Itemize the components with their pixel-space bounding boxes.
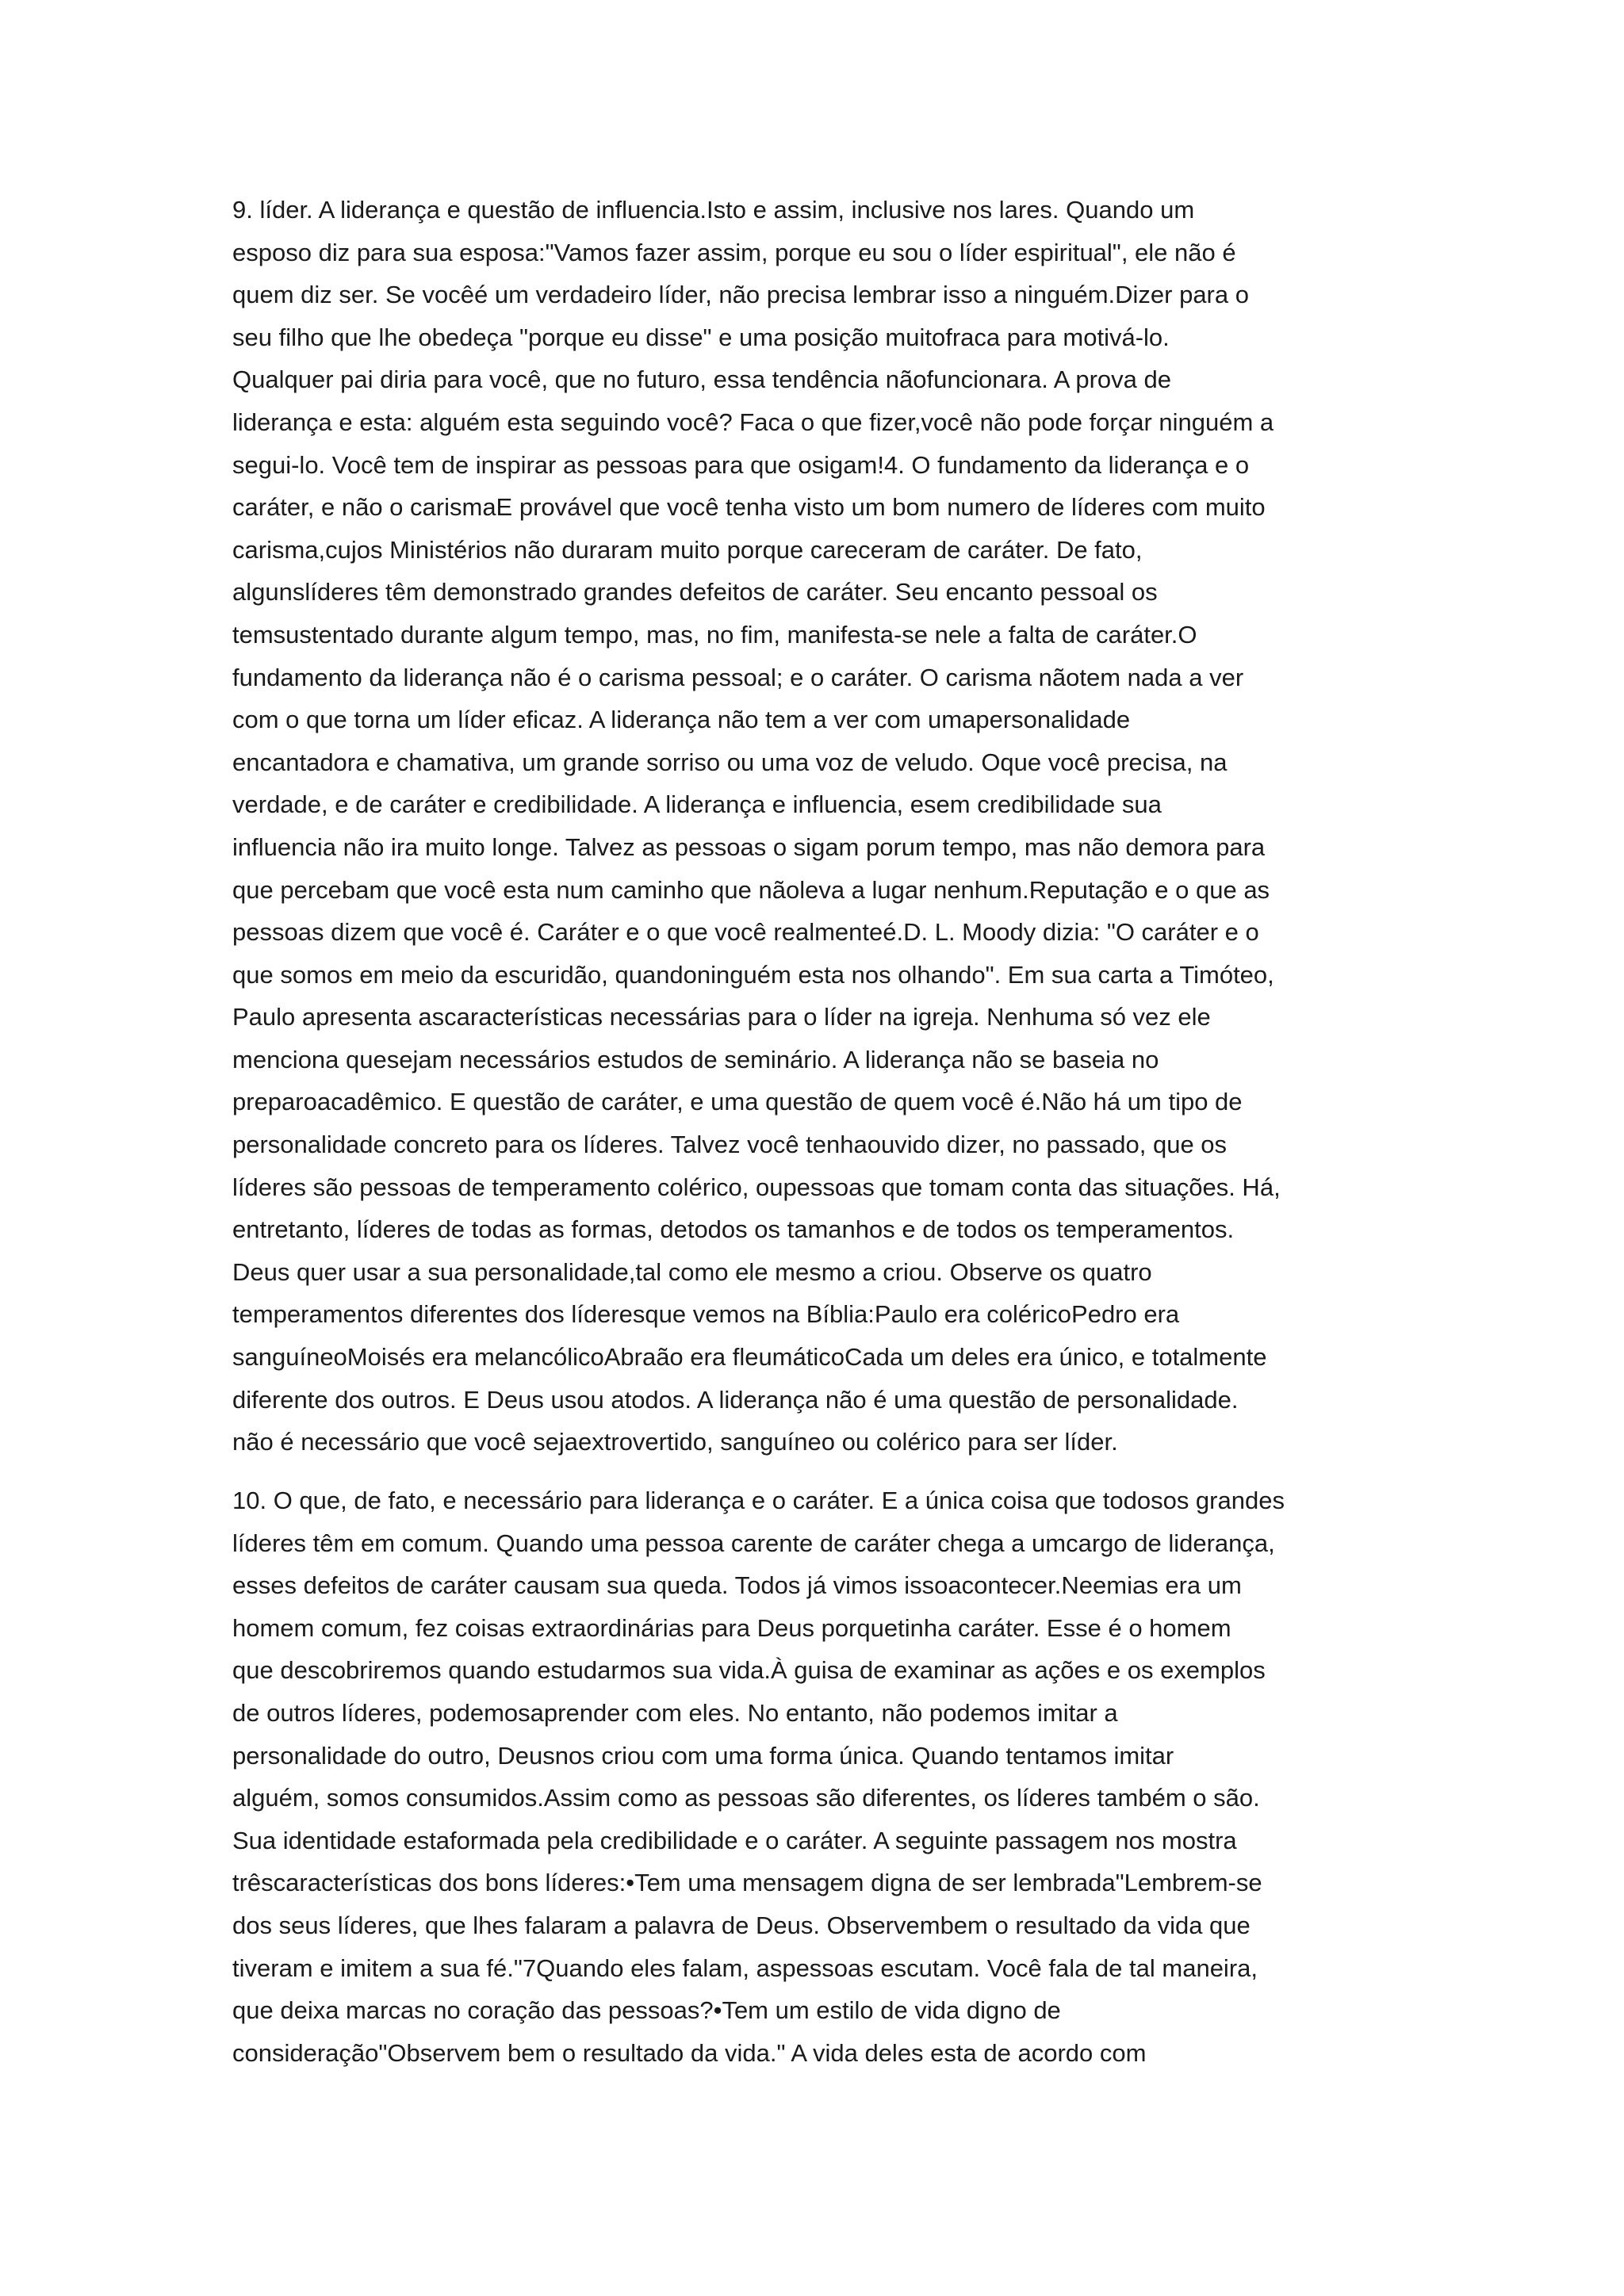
text-line: com o que torna um líder eficaz. A liderança não tem a ver com umapersonalidade — [232, 706, 1131, 734]
text-line: consideração"Observem bem o resultado da vida." A vida deles esta de acordo com — [232, 2038, 1147, 2067]
text-line: 10. O que, de fato, e necessário para liderança e o caráter. E a única coisa que todosos grandes — [232, 1487, 1285, 1514]
paragraph-9 — [232, 189, 1402, 1464]
text-line: diferente dos outros. E Deus usou atodos. A liderança não é uma questão de personalidade. — [232, 1385, 1239, 1414]
text-line: personalidade do outro, Deusnos criou com uma forma única. Quando tentamos imitar — [232, 1741, 1174, 1770]
text-line: sanguíneoMoisés era melancólicoAbraão era fleumáticoCada um deles era único, e totalmente — [232, 1343, 1267, 1372]
text-line: Sua identidade estaformada pela credibilidade e o caráter. A seguinte passagem nos mostra — [232, 1826, 1237, 1854]
text-line: que deixa marcas no coração das pessoas?•Tem um estilo de vida digno de — [232, 1996, 1061, 2025]
text-line: entretanto, líderes de todas as formas, detodos os tamanhos e de todos os temperamentos. — [232, 1215, 1235, 1244]
text-line: Paulo apresenta ascaracterísticas necessárias para o líder na igreja. Nenhuma só vez ele — [232, 1003, 1211, 1031]
text-line: verdade, e de caráter e credibilidade. A liderança e influencia, esem credibilidade sua — [232, 790, 1162, 819]
text-line: que percebam que você esta num caminho que nãoleva a lugar nenhum.Reputação e o que as — [232, 875, 1270, 904]
text-line: 9. líder. A liderança e questão de influencia.Isto e assim, inclusive nos lares. Quando um — [232, 196, 1195, 224]
text-line: influencia não ira muito longe. Talvez as pessoas o sigam porum tempo, mas não demora para — [232, 832, 1266, 861]
text-line: pessoas dizem que você é. Caráter e o que você realmenteé.D. L. Moody dizia: "O caráter e o — [232, 918, 1259, 947]
text-line: homem comum, fez coisas extraordinárias para Deus porquetinha caráter. Esse é o homem — [232, 1613, 1231, 1642]
text-line: líderes têm em comum. Quando uma pessoa carente de caráter chega a umcargo de liderança, — [232, 1529, 1275, 1557]
text-line: algunslíderes têm demonstrado grandes defeitos de caráter. Seu encanto pessoal os — [232, 578, 1158, 607]
text-line: segui-lo. Você tem de inspirar as pessoas para que osigam!4. O fundamento da liderança e o — [232, 450, 1250, 479]
text-line: seu filho que lhe obedeça "porque eu disse" e uma posição muitofraca para motivá-lo. — [232, 323, 1170, 351]
text-line: alguém, somos consumidos.Assim como as pessoas são diferentes, os líderes também o são. — [232, 1784, 1260, 1812]
text-line: que descobriremos quando estudarmos sua vida.À guisa de examinar as ações e os exemplos — [232, 1656, 1266, 1685]
text-line: temperamentos diferentes dos líderesque vemos na Bíblia:Paulo era coléricoPedro era — [232, 1300, 1180, 1329]
paragraph-10 — [232, 1479, 1402, 2074]
text-line: esposo diz para sua esposa:"Vamos fazer assim, porque eu sou o líder espiritual", ele não é — [232, 238, 1236, 266]
text-line: Qualquer pai diria para você, que no futuro, essa tendência nãofuncionara. A prova de — [232, 365, 1171, 394]
text-line: dos seus líderes, que lhes falaram a palavra de Deus. Observembem o resultado da vida que — [232, 1911, 1251, 1939]
text-line: de outros líderes, podemosaprender com eles. No entanto, não podemos imitar a — [232, 1698, 1118, 1727]
text-line: caráter, e não o carismaE provável que você tenha visto um bom numero de líderes com muito — [232, 493, 1266, 522]
text-line: fundamento da liderança não é o carisma pessoal; e o caráter. O carisma nãotem nada a ver — [232, 663, 1244, 691]
text-line: tiveram e imitem a sua fé."7Quando eles falam, aspessoas escutam. Você fala de tal maneira, — [232, 1954, 1258, 1982]
text-line: personalidade concreto para os líderes. Talvez você tenhaouvido dizer, no passado, que os — [232, 1131, 1228, 1159]
text-line: trêscaracterísticas dos bons líderes:•Tem uma mensagem digna de ser lembrada"Lembrem-se — [232, 1869, 1262, 1897]
text-line: liderança e esta: alguém esta seguindo você? Faca o que fizer,você não pode forçar ninguém a — [232, 408, 1274, 436]
text-line: temsustentado durante algum tempo, mas, no fim, manifesta-se nele a falta de caráter.O — [232, 620, 1197, 649]
text-line: Deus quer usar a sua personalidade,tal como ele mesmo a criou. Observe os quatro — [232, 1257, 1152, 1286]
text-line: encantadora e chamativa, um grande sorriso ou uma voz de veludo. Oque você precisa, na — [232, 748, 1228, 776]
text-line: esses defeitos de caráter causam sua queda. Todos já vimos issoacontecer.Neemias era um — [232, 1571, 1242, 1600]
text-line: quem diz ser. Se vocêé um verdadeiro líder, não precisa lembrar isso a ninguém.Dizer para o — [232, 281, 1249, 309]
text-line: menciona quesejam necessários estudos de seminário. A liderança não se baseia no — [232, 1045, 1159, 1073]
text-line: carisma,cujos Ministérios não duraram muito porque careceram de caráter. De fato, — [232, 535, 1143, 564]
text-line: líderes são pessoas de temperamento colérico, oupessoas que tomam conta das situações. Há, — [232, 1173, 1281, 1201]
text-line: preparoacadêmico. E questão de caráter, e uma questão de quem você é.Não há um tipo de — [232, 1088, 1243, 1116]
text-line: que somos em meio da escuridão, quandoninguém esta nos olhando". Em sua carta a Timóteo, — [232, 960, 1274, 989]
text-line: não é necessário que você sejaextrovertido, sanguíneo ou colérico para ser líder. — [232, 1428, 1118, 1456]
